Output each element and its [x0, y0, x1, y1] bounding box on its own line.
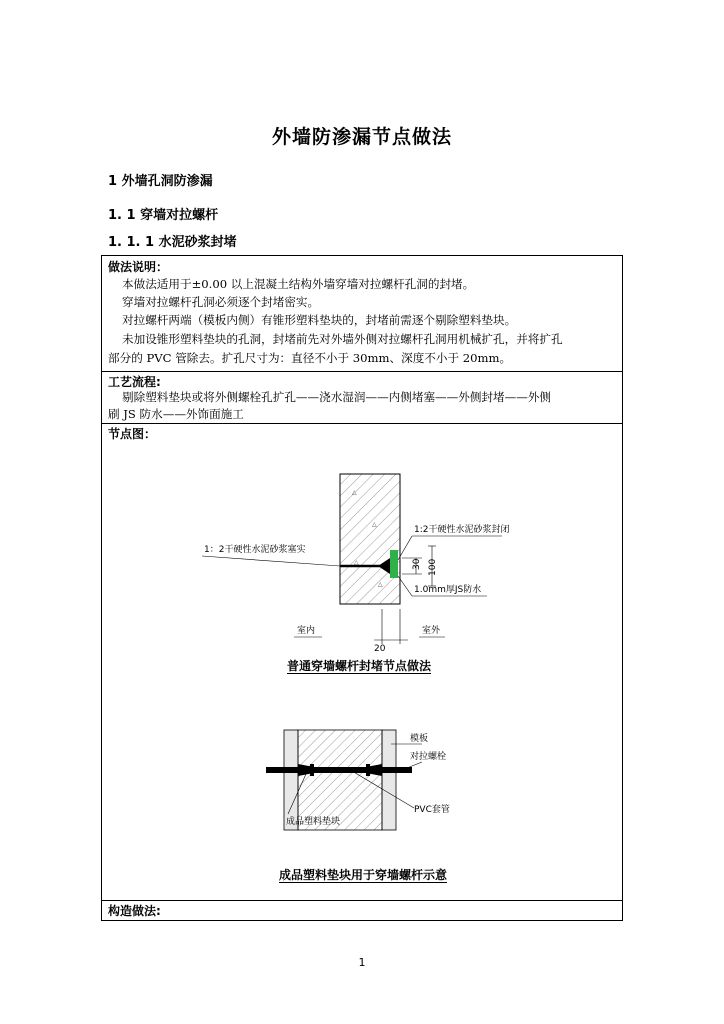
concrete-section	[298, 730, 382, 830]
method-paragraph-4a: 未加设锥形塑料垫块的孔洞，封堵前先对外墙外侧对拉螺杆孔洞用机械扩孔，并将扩孔	[122, 332, 563, 346]
dim-100: 100	[428, 558, 438, 576]
construction-heading: 构造做法:	[108, 904, 161, 918]
svg-text:△: △	[354, 559, 359, 566]
label-formwork: 模板	[410, 734, 429, 744]
dim-20: 20	[374, 644, 386, 654]
label-indoor: 室内	[297, 626, 316, 636]
concrete-wall	[340, 474, 400, 604]
process-line-1: 剔除塑料垫块或将外侧螺栓孔扩孔——浇水湿润——内侧堵塞——外侧封堵——外侧	[122, 390, 551, 404]
label-inner-filling: 1：2干硬性水泥砂浆塞实	[204, 545, 306, 555]
label-tie-bolt: 对拉螺栓	[410, 752, 447, 762]
method-row	[102, 256, 622, 372]
figure1-caption: 普通穿墙螺杆封堵节点做法	[287, 659, 432, 673]
figure2-caption: 成品塑料垫块用于穿墙螺杆示意	[279, 868, 448, 882]
label-js-waterproofing: 1.0mm厚JS防水	[414, 585, 482, 595]
label-pvc-sleeve: PVC套管	[414, 805, 450, 815]
svg-text:△: △	[378, 581, 383, 588]
section-heading: 1 外墙孔洞防渗漏	[108, 174, 213, 189]
svg-text:△: △	[372, 521, 377, 528]
bolt-sealing-node-diagram	[202, 464, 542, 654]
formwork-left	[284, 730, 298, 830]
nodes-row	[102, 424, 622, 901]
spec-table	[101, 255, 623, 921]
js-waterproofing	[390, 550, 398, 578]
method-paragraph-1: 本做法适用于±0.00 以上混凝土结构外墙穿墙对拉螺杆孔洞的封堵。	[122, 277, 475, 291]
label-plastic-pad: 成品塑料垫块	[286, 817, 341, 827]
nodes-heading: 节点图：	[108, 427, 157, 441]
process-row	[102, 372, 622, 424]
method-paragraph-4b: 部分的 PVC 管除去。扩孔尺寸为：直径不小于 30mm、深度不小于 20mm。	[108, 351, 512, 365]
method-heading: 做法说明：	[108, 260, 169, 274]
label-outdoor: 室外	[422, 626, 441, 636]
plastic-pad-bolt-diagram	[252, 724, 472, 834]
method-paragraph-3: 对拉螺杆两端（模板内侧）有锥形塑料垫块的，封堵前需逐个剔除塑料垫块。	[122, 313, 517, 327]
page-number: 1	[358, 956, 366, 969]
subsection-heading: 1. 1 穿墙对拉螺杆	[108, 208, 219, 223]
formwork-right	[382, 730, 396, 830]
process-heading: 工艺流程:	[108, 375, 161, 389]
subsubsection-heading: 1. 1. 1 水泥砂浆封堵	[108, 235, 237, 250]
process-line-2: 刷 JS 防水——外饰面施工	[108, 407, 244, 421]
method-paragraph-2: 穿墙对拉螺杆孔洞必须逐个封堵密实。	[122, 295, 320, 309]
label-outer-sealing: 1:2干硬性水泥砂浆封闭	[414, 525, 510, 535]
page-title: 外墙防渗漏节点做法	[271, 126, 452, 148]
svg-text:△: △	[352, 489, 357, 496]
construction-row	[102, 901, 622, 921]
dim-30: 30	[412, 558, 422, 570]
